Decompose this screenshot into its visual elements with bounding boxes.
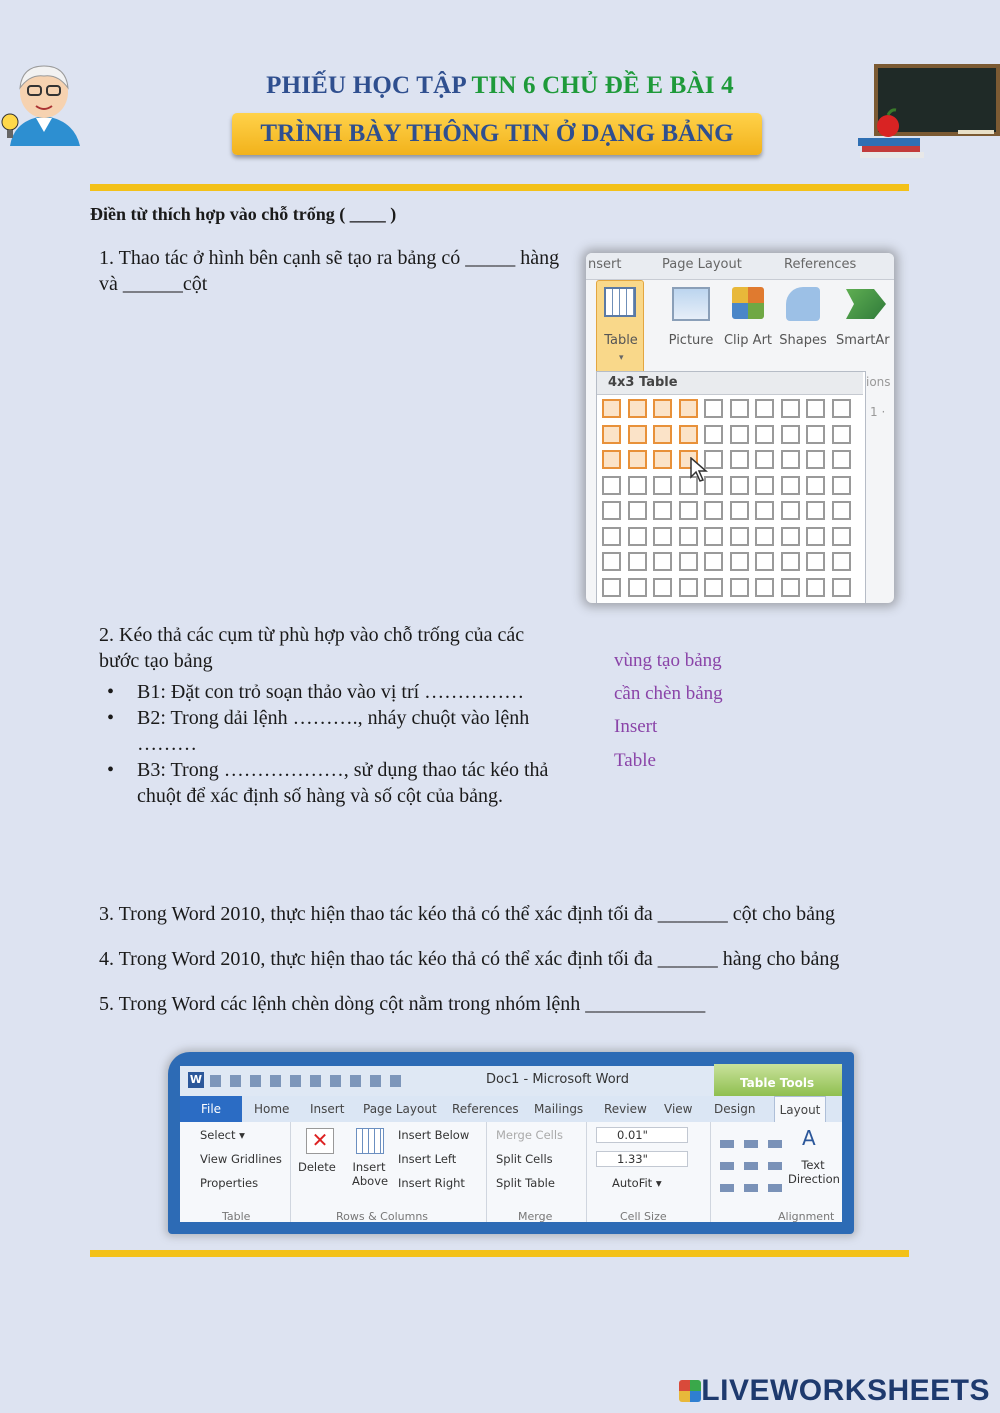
table-grid-cell[interactable] [653, 501, 672, 520]
table-grid-cell[interactable] [653, 552, 672, 571]
table-grid-cell[interactable] [679, 552, 698, 571]
group-label-cell-size: Cell Size [620, 1210, 667, 1223]
insert-below-button[interactable]: Insert Below [398, 1128, 470, 1142]
ribbon-tabs [180, 1096, 842, 1123]
title-part2: TIN 6 CHỦ ĐỀ E BÀI 4 [471, 72, 734, 99]
step-2 [107, 705, 562, 757]
table-grid-cell[interactable] [679, 527, 698, 546]
table-grid-cell[interactable] [806, 527, 825, 546]
word-bank-item-4[interactable]: Table [614, 750, 656, 771]
table-grid-cell[interactable] [806, 399, 825, 418]
clip-art-button[interactable]: Clip Art [723, 333, 773, 348]
table-grid-cell[interactable] [679, 501, 698, 520]
group-label-merge: Merge [518, 1210, 553, 1223]
tab-references[interactable]: References [452, 1102, 519, 1116]
question-4: 4. Trong Word 2010, thực hiện thao tác kéo thả có thể xác định tối đa ______ hàng cho bảng [99, 948, 840, 970]
top-divider [90, 184, 909, 191]
table-grid-cell[interactable] [806, 578, 825, 597]
word-app-icon: W [189, 1073, 203, 1086]
insert-table-screenshot [586, 253, 894, 603]
table-grid-cell[interactable] [806, 450, 825, 469]
bullet: • [107, 681, 115, 703]
logo-text: LIVEWORKSHEETS [701, 1374, 990, 1407]
tab-layout[interactable]: Layout [774, 1096, 826, 1123]
smartart-button[interactable]: SmartAr [836, 333, 890, 348]
table-grid-cell[interactable] [755, 425, 774, 444]
step-2-text: B2: Trong dải lệnh ………., nháy chuột vào lệnh ……… [137, 707, 530, 755]
contextual-title: Table Tools [740, 1076, 815, 1090]
tab-design[interactable]: Design [714, 1102, 756, 1116]
table-grid-cell[interactable] [781, 578, 800, 597]
text-direction-icon: A [802, 1126, 816, 1150]
table-grid-cell[interactable] [628, 425, 647, 444]
tab-insert: nsert [588, 257, 622, 272]
table-grid-cell[interactable] [755, 450, 774, 469]
tab-insert[interactable]: Insert [310, 1102, 345, 1116]
table-grid-cell[interactable] [730, 501, 749, 520]
table-grid-cell[interactable] [602, 450, 621, 469]
table-grid-cell[interactable] [653, 425, 672, 444]
view-gridlines-button[interactable]: View Gridlines [200, 1152, 282, 1166]
picture-button[interactable]: Picture [668, 333, 714, 348]
bullet: • [107, 707, 115, 729]
table-grid-cell[interactable] [755, 399, 774, 418]
autofit-button[interactable]: AutoFit ▾ [612, 1176, 662, 1190]
table-grid-cell[interactable] [679, 425, 698, 444]
step-3 [107, 757, 562, 809]
table-grid-cell[interactable] [832, 476, 851, 495]
instruction-text: Điền từ thích hợp vào chỗ trống ( ____ ) [90, 204, 397, 224]
word-bank-item-2[interactable]: cần chèn bảng [614, 683, 723, 704]
table-grid-cell[interactable] [832, 425, 851, 444]
shapes-icon [786, 287, 820, 321]
insert-above-icon [356, 1128, 384, 1154]
table-grid-cell[interactable] [832, 578, 851, 597]
mouse-cursor-icon [690, 457, 708, 487]
table-grid-cell[interactable] [781, 399, 800, 418]
split-table-button[interactable]: Split Table [496, 1176, 555, 1190]
table-grid-cell[interactable] [602, 501, 621, 520]
table-icon [604, 287, 636, 317]
word-bank-item-1[interactable]: vùng tạo bảng [614, 650, 722, 671]
step-1 [107, 679, 562, 705]
select-button[interactable]: Select ▾ [200, 1128, 245, 1142]
table-grid-cell[interactable] [602, 476, 621, 495]
ribbon-body [180, 1122, 842, 1222]
question-3: 3. Trong Word 2010, thực hiện thao tác kéo thả có thể xác định tối đa _______ cột cho bảng [99, 903, 835, 925]
bottom-divider [90, 1250, 909, 1257]
table-grid-cell[interactable] [704, 527, 723, 546]
table-grid-cell[interactable] [781, 527, 800, 546]
tab-mailings[interactable]: Mailings [534, 1102, 584, 1116]
table-grid-cell[interactable] [806, 476, 825, 495]
column-width-input[interactable]: 1.33" [596, 1151, 688, 1167]
picture-icon [672, 287, 710, 321]
table-grid-cell[interactable] [781, 450, 800, 469]
table-grid-cell[interactable] [628, 552, 647, 571]
table-grid-cell[interactable] [781, 425, 800, 444]
bullet: • [107, 759, 115, 781]
table-grid-cell[interactable] [602, 578, 621, 597]
table-grid-cell[interactable] [602, 552, 621, 571]
word-bank-item-3[interactable]: Insert [614, 716, 658, 737]
title-bar [180, 1066, 842, 1096]
table-grid-cell[interactable] [806, 501, 825, 520]
table-grid-cell[interactable] [832, 552, 851, 571]
table-grid-cell[interactable] [730, 578, 749, 597]
table-grid-cell[interactable] [730, 399, 749, 418]
table-grid-cell[interactable] [730, 552, 749, 571]
table-grid-cell[interactable] [653, 527, 672, 546]
question-5: 5. Trong Word các lệnh chèn dòng cột nằm trong nhóm lệnh ____________ [99, 993, 706, 1015]
step-3-text: B3: Trong ………………, sử dụng thao tác kéo thả chuột để xác định số hàng và số cột của bảng. [137, 759, 549, 807]
ribbon-side-label: ions [866, 375, 891, 389]
group-label-rows-columns: Rows & Columns [336, 1210, 429, 1223]
table-grid-cell[interactable] [653, 476, 672, 495]
table-grid-cell[interactable] [628, 501, 647, 520]
table-grid-cell[interactable] [679, 578, 698, 597]
table-grid-cell[interactable] [704, 399, 723, 418]
ribbon-side-value: 1 · [870, 405, 886, 419]
tab-page-layout: Page Layout [662, 257, 742, 272]
quick-access-icons [210, 1075, 410, 1087]
table-grid-cell[interactable] [781, 552, 800, 571]
question-2-intro: 2. Kéo thả các cụm từ phù hợp vào chỗ trống của các bước tạo bảng [99, 624, 525, 672]
table-dropdown-arrow: ▾ [619, 353, 624, 363]
question-1: 1. Thao tác ở hình bên cạnh sẽ tạo ra bảng có _____ hàng và ______cột [99, 247, 560, 295]
table-grid-cell[interactable] [679, 399, 698, 418]
table-grid-cell[interactable] [653, 578, 672, 597]
table-grid-cell[interactable] [755, 578, 774, 597]
table-grid-cell[interactable] [730, 527, 749, 546]
subtitle-banner: TRÌNH BÀY THÔNG TIN Ở DẠNG BẢNG [232, 113, 762, 155]
alignment-grid-icon [720, 1128, 782, 1192]
table-grid-cell[interactable] [755, 527, 774, 546]
group-separator [290, 1122, 291, 1222]
delete-button[interactable]: Delete [298, 1160, 336, 1174]
worksheet-title [0, 72, 1000, 100]
table-grid-cell[interactable] [704, 552, 723, 571]
table-grid-cell[interactable] [602, 527, 621, 546]
group-label-table: Table [222, 1210, 251, 1223]
insert-right-button[interactable]: Insert Right [398, 1176, 465, 1190]
row-height-input[interactable]: 0.01" [596, 1127, 688, 1143]
tab-review[interactable]: Review [604, 1102, 647, 1116]
liveworksheets-logo [679, 1374, 990, 1408]
table-grid-cell[interactable] [704, 578, 723, 597]
table-grid-cell[interactable] [755, 501, 774, 520]
table-grid-cell[interactable] [730, 476, 749, 495]
insert-left-button[interactable]: Insert Left [398, 1152, 457, 1166]
table-grid-cell[interactable] [832, 399, 851, 418]
table-grid-cell[interactable] [832, 527, 851, 546]
table-grid-cell[interactable] [602, 399, 621, 418]
insert-above-button[interactable]: Insert Above [352, 1160, 389, 1188]
delete-icon: ✕ [306, 1128, 334, 1154]
table-grid-cell[interactable] [781, 476, 800, 495]
table-grid-cell[interactable] [653, 399, 672, 418]
tab-page-layout[interactable]: Page Layout [363, 1102, 437, 1116]
logo-icon [679, 1380, 701, 1402]
title-part1: PHIẾU HỌC TẬP [266, 72, 466, 99]
table-grid-cell[interactable] [704, 501, 723, 520]
window-title: Doc1 - Microsoft Word [486, 1072, 630, 1087]
group-label-alignment: Alignment [778, 1210, 835, 1223]
tab-home[interactable]: Home [254, 1102, 290, 1116]
tab-file[interactable]: File [180, 1096, 242, 1122]
table-grid-cell[interactable] [755, 476, 774, 495]
properties-button[interactable]: Properties [200, 1176, 259, 1190]
group-separator [586, 1122, 587, 1222]
table-grid-cell[interactable] [653, 450, 672, 469]
group-separator [710, 1122, 711, 1222]
table-grid-cell[interactable] [704, 425, 723, 444]
table-grid-cell[interactable] [781, 501, 800, 520]
ribbon-tabs [586, 253, 894, 280]
table-grid-cell[interactable] [755, 552, 774, 571]
table-size-label: 4x3 Table [608, 375, 678, 390]
table-grid-cell[interactable] [628, 527, 647, 546]
question-2-steps [107, 679, 562, 809]
table-grid-cell[interactable] [628, 450, 647, 469]
table-grid-cell[interactable] [806, 552, 825, 571]
table-grid-cell[interactable] [602, 425, 621, 444]
table-button[interactable]: Table [604, 333, 638, 348]
table-grid-cell[interactable] [730, 450, 749, 469]
shapes-button[interactable]: Shapes [779, 333, 827, 348]
table-grid-cell[interactable] [832, 501, 851, 520]
table-grid-cell[interactable] [628, 399, 647, 418]
table-tools-screenshot [168, 1052, 854, 1234]
step-1-text: B1: Đặt con trỏ soạn thảo vào vị trí …………… [137, 681, 525, 703]
table-grid-cell[interactable] [628, 476, 647, 495]
tab-references: References [784, 257, 857, 272]
merge-cells-button[interactable]: Merge Cells [496, 1128, 564, 1142]
table-grid-cell[interactable] [832, 450, 851, 469]
table-grid-cell[interactable] [628, 578, 647, 597]
clip-art-icon [732, 287, 764, 319]
smartart-icon [846, 289, 886, 319]
group-separator [486, 1122, 487, 1222]
text-direction-button[interactable]: Text Direction [788, 1158, 840, 1186]
tab-view[interactable]: View [664, 1102, 693, 1116]
table-grid-cell[interactable] [730, 425, 749, 444]
split-cells-button[interactable]: Split Cells [496, 1152, 553, 1166]
table-grid-cell[interactable] [806, 425, 825, 444]
